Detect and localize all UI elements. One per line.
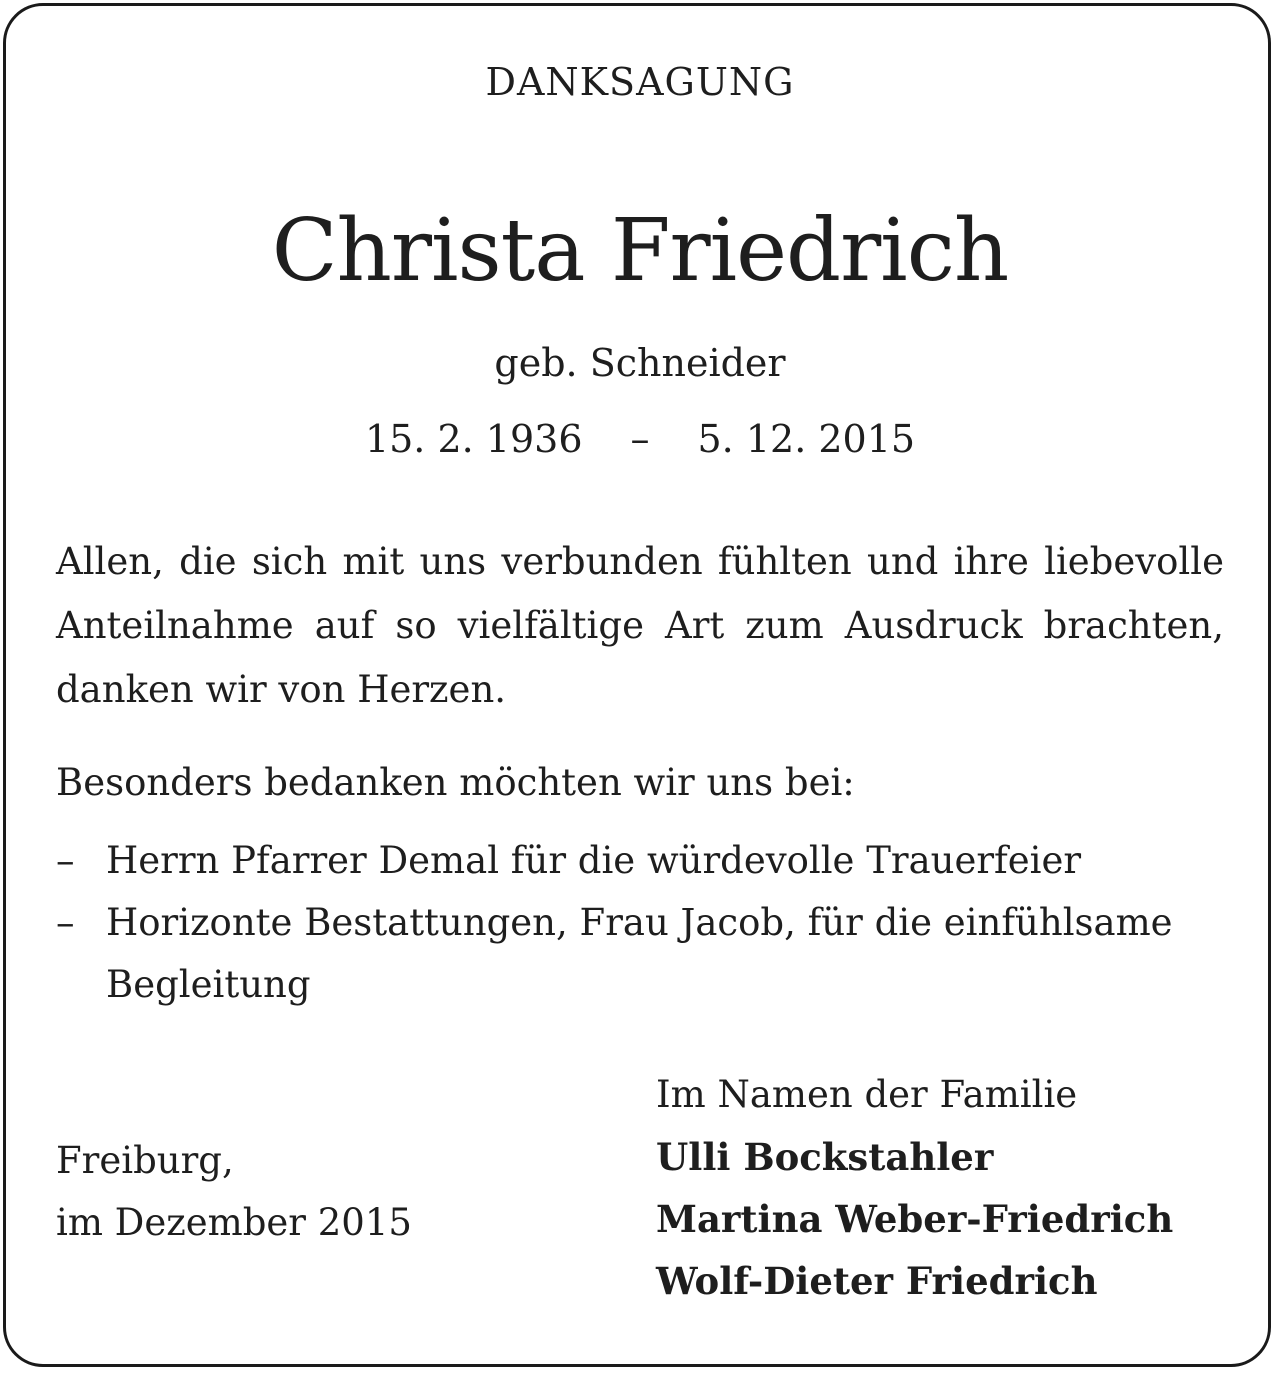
notice-title: DANKSAGUNG xyxy=(485,60,795,104)
birth-date: 15. 2. 1936 xyxy=(364,417,583,461)
family-signature-block xyxy=(656,1064,1173,1312)
date-separator: – xyxy=(630,417,650,461)
date: im Dezember 2015 xyxy=(56,1201,412,1244)
list-item-text: Horizonte Bestattungen, Frau Jacob, für die einfühlsame Begleitung xyxy=(106,901,1173,1006)
paragraph-line: Anteilnahme auf so vielfältige Art zum Ausdruck brachten, xyxy=(56,604,1224,647)
list-item xyxy=(56,892,1226,1016)
list-item-text: Herrn Pfarrer Demal für die würdevolle Trauerfeier xyxy=(106,839,1082,882)
maiden-name: geb. Schneider xyxy=(494,341,786,385)
paragraph-line: danken wir von Herzen. xyxy=(56,668,507,711)
place-date-block xyxy=(56,1130,412,1254)
special-thanks-intro: Besonders bedanken möchten wir uns bei: xyxy=(56,761,855,804)
signatory-name: Martina Weber-Friedrich xyxy=(656,1197,1174,1241)
list-bullet: – xyxy=(56,839,75,882)
list-item xyxy=(56,830,1226,892)
death-date: 5. 12. 2015 xyxy=(697,417,916,461)
place: Freiburg, xyxy=(56,1139,234,1182)
signatory-name: Wolf-Dieter Friedrich xyxy=(656,1259,1098,1303)
signatory-name: Ulli Bockstahler xyxy=(656,1135,994,1179)
thanks-list xyxy=(56,830,1226,1016)
life-dates xyxy=(0,414,1280,464)
list-bullet: – xyxy=(56,901,75,944)
paragraph-line: Allen, die sich mit uns verbunden fühlten und ihre liebevolle xyxy=(56,540,1224,583)
family-intro: Im Namen der Familie xyxy=(656,1073,1078,1116)
thanks-paragraph xyxy=(56,530,1224,722)
deceased-name: Christa Friedrich xyxy=(271,201,1009,301)
